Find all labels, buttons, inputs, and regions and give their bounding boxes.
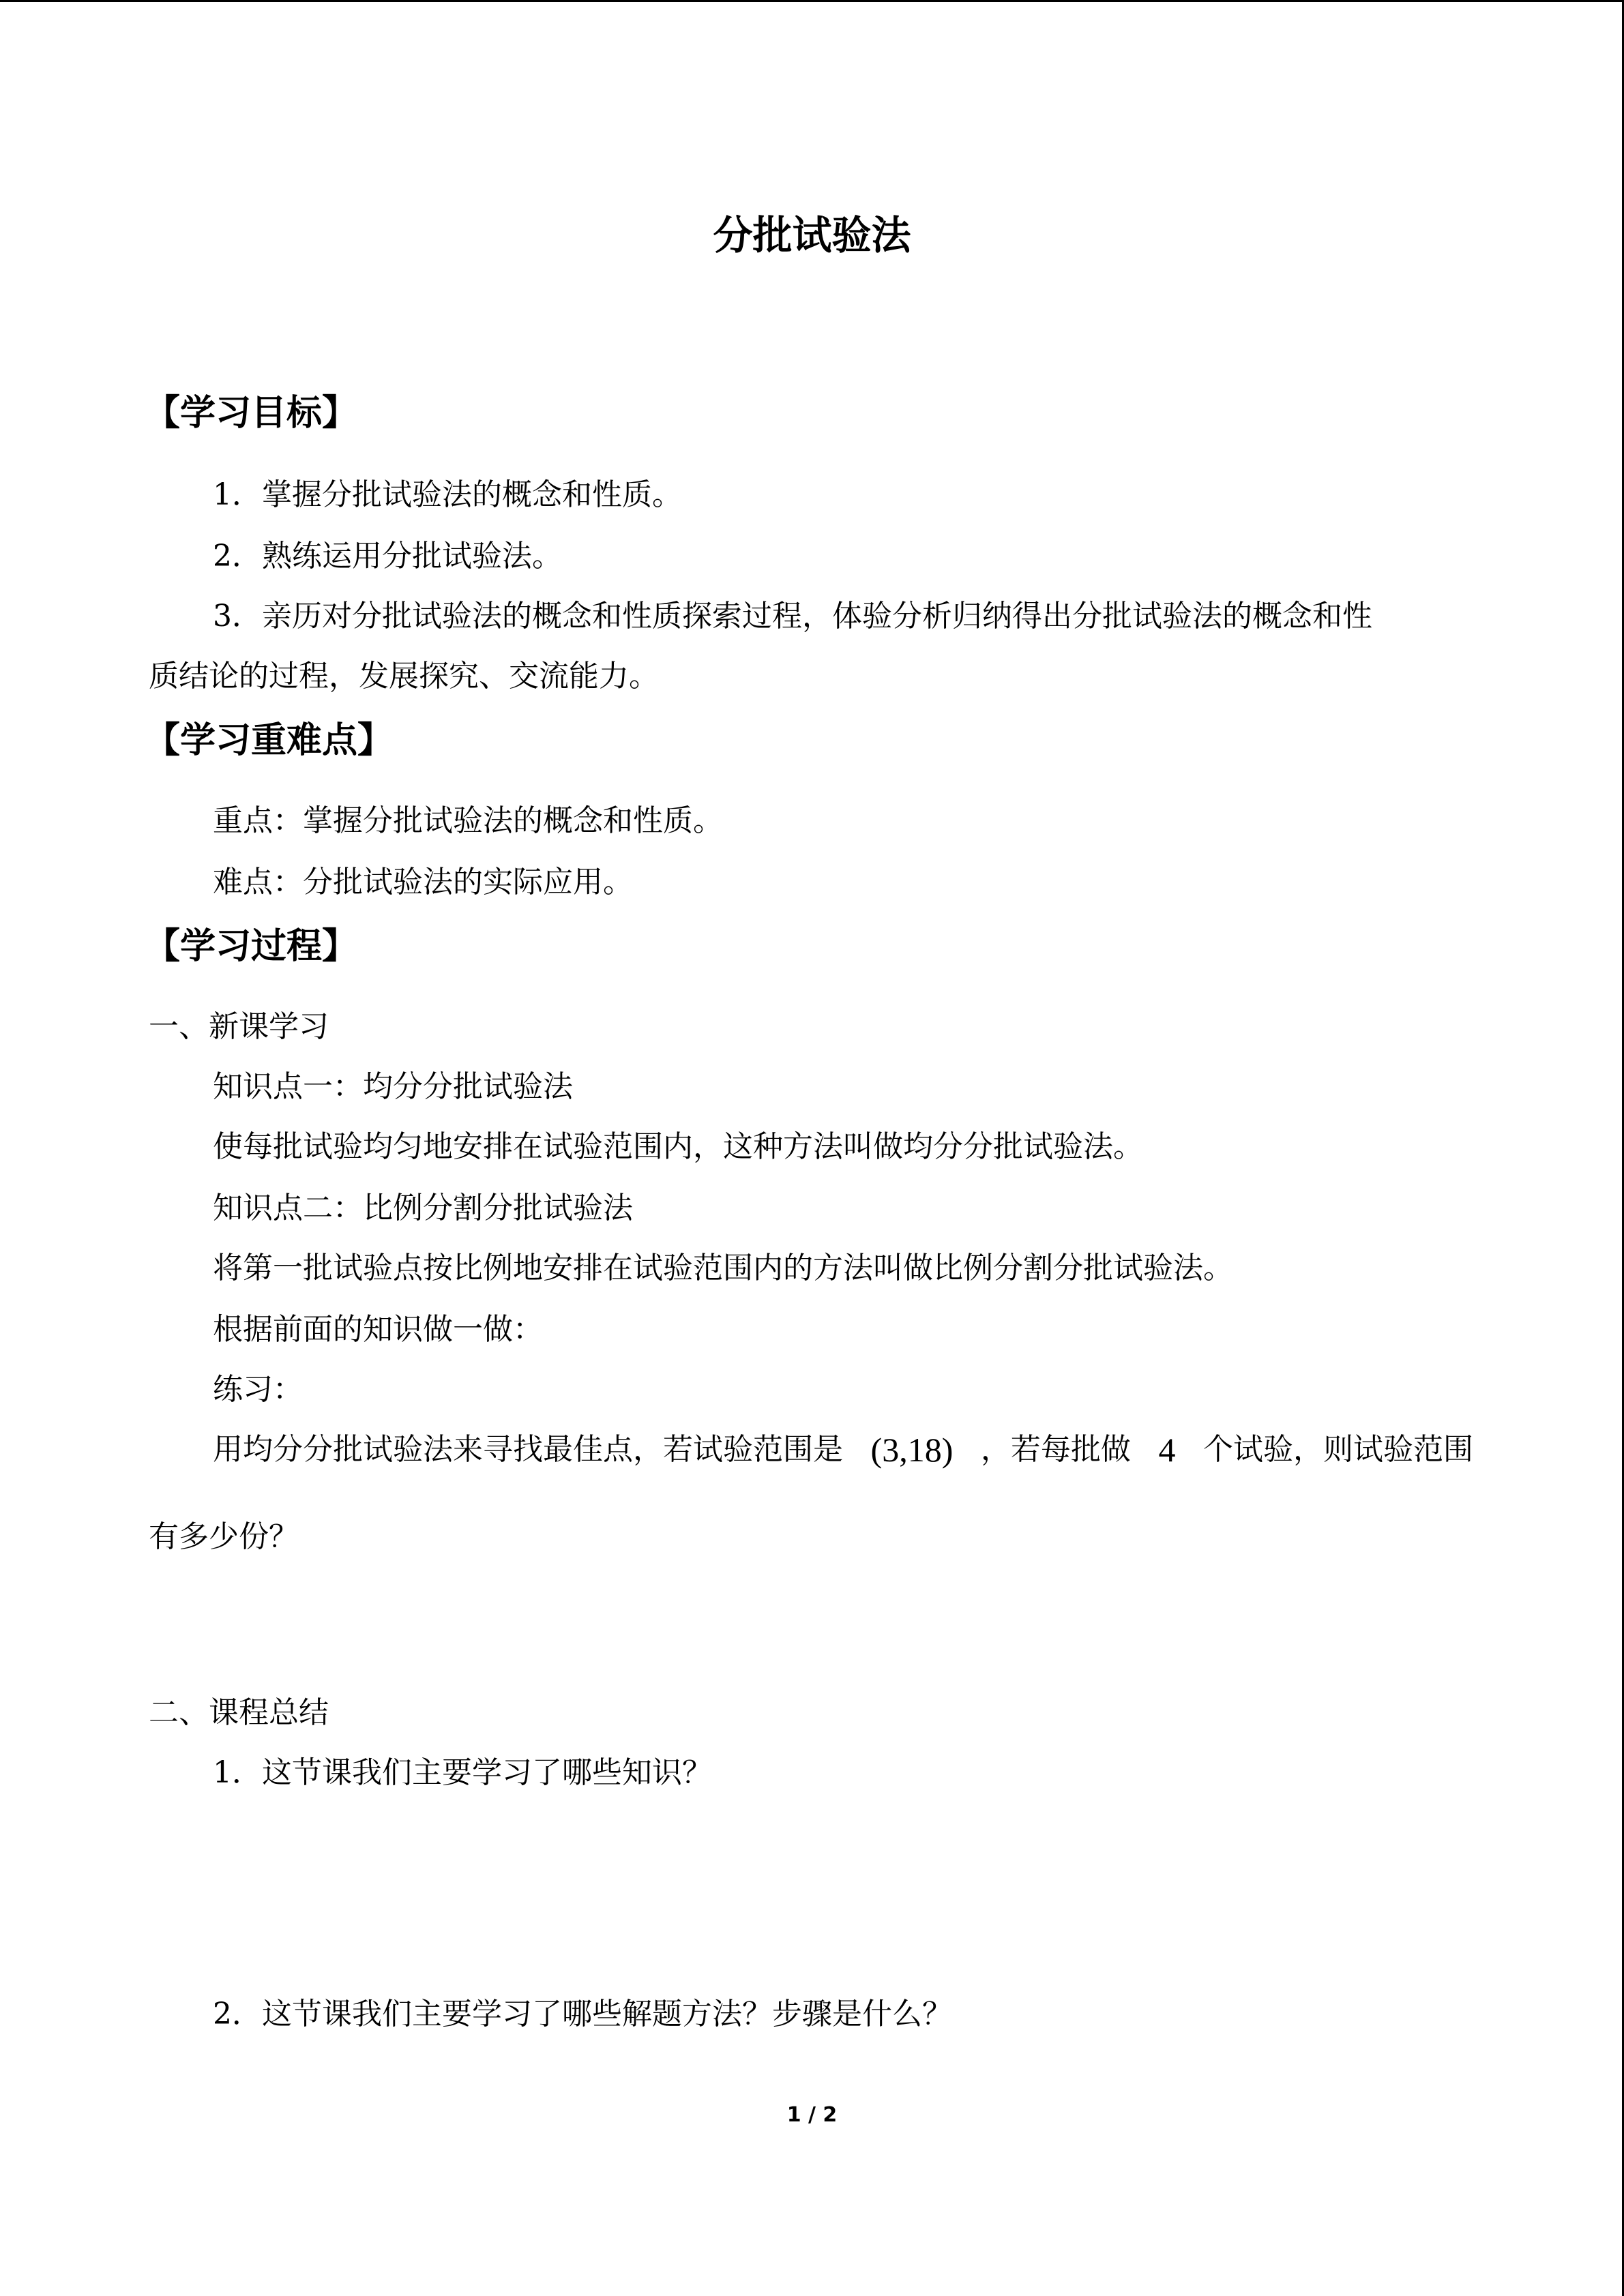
exercise-range: (3,18) [870,1431,954,1469]
practice-label: 练习： [213,1372,303,1407]
key-point-focus: 重点：掌握分批试验法的概念和性质。 [213,803,723,838]
process-heading: 【学习过程】 [145,926,358,967]
page-title: 分批试验法 [713,212,911,258]
page-border-top [0,0,1624,2]
section2-title: 二、课程总结 [149,1695,329,1730]
objective-item-3-cont: 质结论的过程，发展探究、交流能力。 [149,659,659,694]
objectives-heading: 【学习目标】 [145,393,358,434]
key-point-difficulty: 难点：分批试验法的实际应用。 [213,865,633,899]
section1-title: 一、新课学习 [149,1009,329,1044]
knowledge-point-2-text: 将第一批试验点按比例地安排在试验范围内的方法叫做比例分割分批试验法。 [213,1251,1233,1285]
exercise-text-part3: 个试验，则试验范围 [1203,1432,1473,1467]
exercise-line-1 [213,1428,1473,1472]
exercise-count: 4 [1158,1431,1176,1469]
knowledge-point-1-title: 知识点一：均分分批试验法 [213,1069,573,1104]
objective-item-3: 3．亲历对分批试验法的概念和性质探索过程，体验分析归纳得出分批试验法的概念和性 [213,599,1372,633]
knowledge-point-2-title: 知识点二：比例分割分批试验法 [213,1191,633,1225]
exercise-line-2: 有多少份？ [149,1519,299,1554]
summary-question-2: 2．这节课我们主要学习了哪些解题方法？步骤是什么？ [213,1997,952,2031]
knowledge-point-1-text: 使每批试验均匀地安排在试验范围内，这种方法叫做均分分批试验法。 [213,1129,1143,1164]
exercise-text-part2: ，若每批做 [980,1432,1131,1467]
objective-item-1: 1．掌握分批试验法的概念和性质。 [213,477,682,512]
page-number: 1 / 2 [786,2103,838,2127]
practice-intro: 根据前面的知识做一做： [213,1312,543,1347]
objective-item-2: 2．熟练运用分批试验法。 [213,539,562,573]
exercise-text-part1: 用均分分批试验法来寻找最佳点，若试验范围是 [213,1432,843,1467]
summary-question-1: 1．这节课我们主要学习了哪些知识？ [213,1755,712,1790]
key-points-heading: 【学习重难点】 [145,720,394,761]
